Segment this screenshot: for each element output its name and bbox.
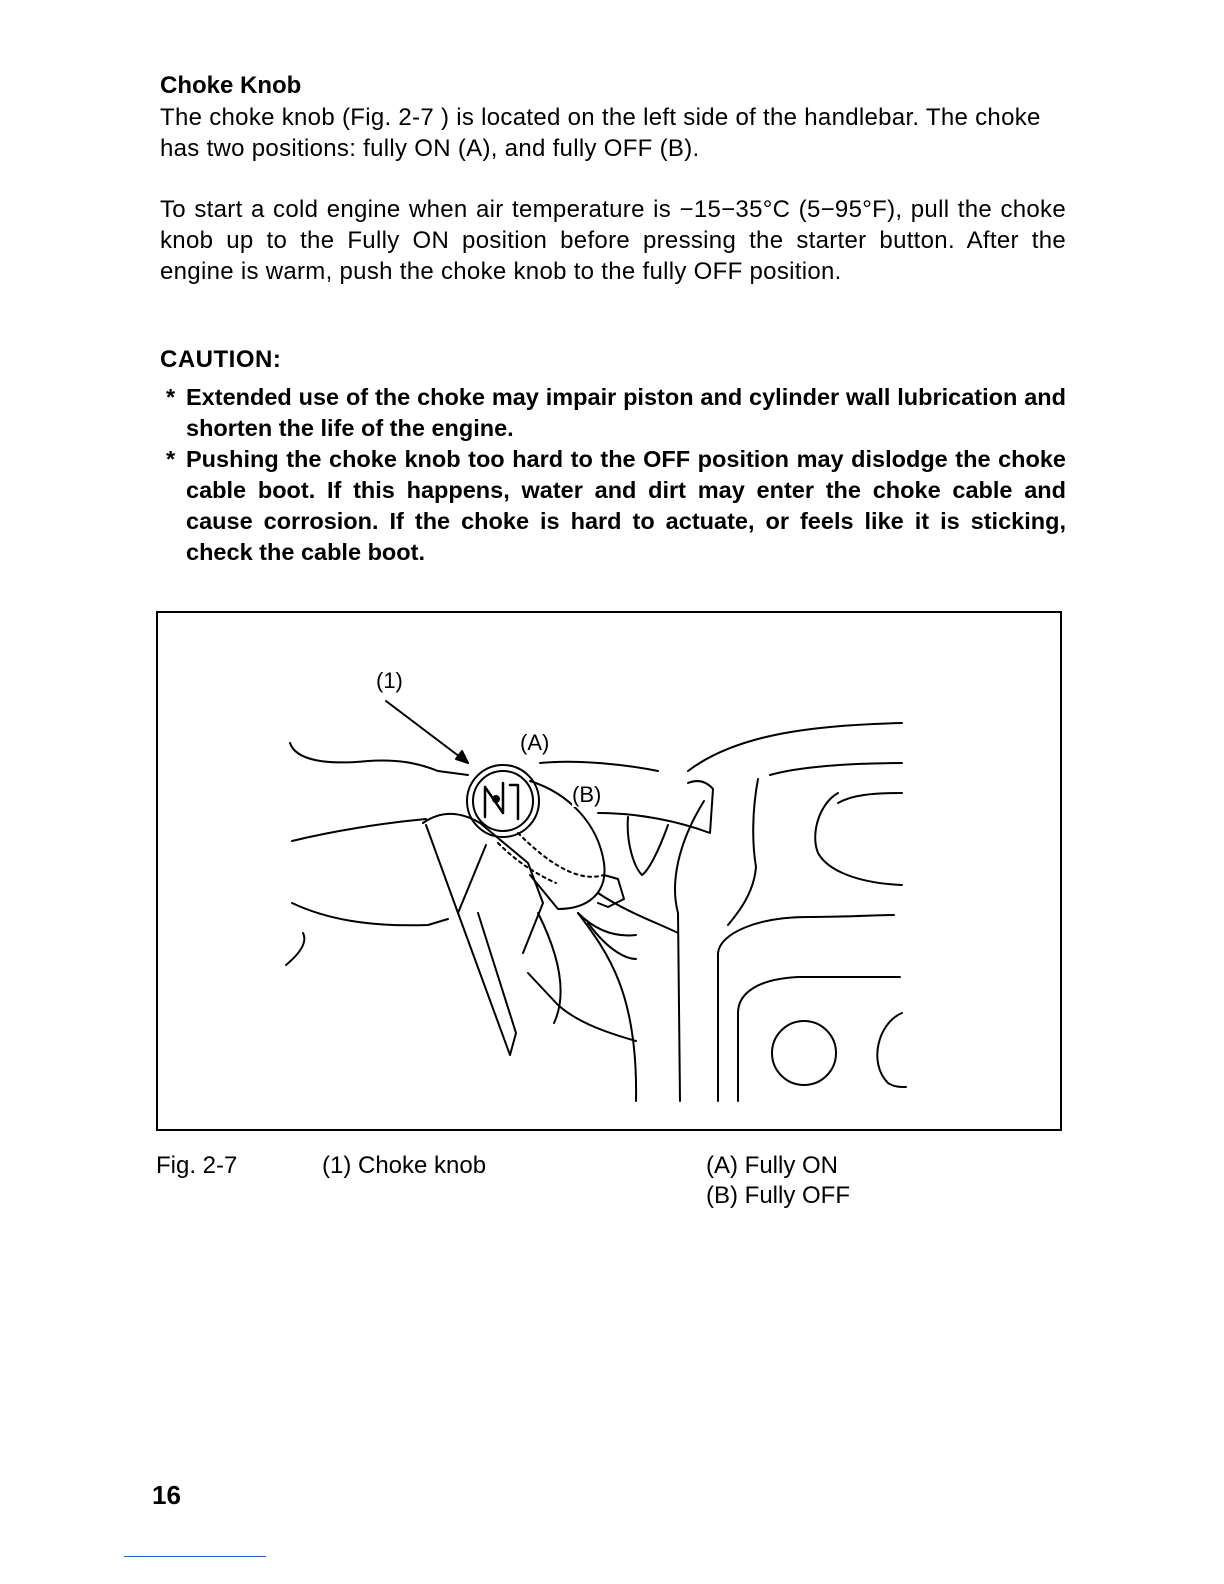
callout-a: (A): [520, 730, 550, 755]
page-number: 16: [152, 1480, 181, 1510]
choke-knob-figure: [156, 611, 1062, 1131]
handlebar-top-edge: [290, 743, 438, 771]
grip-upper-edge: [292, 819, 426, 841]
caption-item-1: (1) Choke knob: [322, 1152, 487, 1179]
caution-item-text: Extended use of the choke may impair piston and cylinder wall lubrication and shorten the life of the engine.: [186, 384, 1066, 441]
section-heading: Choke Knob: [160, 72, 302, 99]
handlebar-right-edge: [540, 762, 658, 771]
clamp-lever: [423, 814, 543, 953]
caution-item-text: Pushing the choke knob too hard to the OFF position may dislodge the choke cable boot. If this happens, water and dirt may enter the choke cable and cause corrosion. If the choke is hard to actuate, or feels like it is sticking, check the cable boot.: [186, 446, 1066, 565]
figure-number: Fig. 2-7: [156, 1152, 238, 1179]
intro-paragraph: The choke knob (Fig. 2-7 ) is located on the left side of the handlebar. The choke has two positions: fully ON (A), and fully OFF (B).: [160, 104, 1041, 162]
caution-item: [160, 382, 1066, 444]
grip-lower-edge: [292, 903, 448, 925]
cold-start-paragraph: To start a cold engine when air temperature is −15−35°C (5−95°F), pull the choke knob up to the Fully ON position before pressing the starter button. After the engine is warm, push the choke knob to the fully OFF position.: [160, 196, 1066, 285]
bullet-icon: *: [166, 446, 176, 472]
caution-item: [160, 444, 1066, 568]
caption-item-b: (B) Fully OFF: [706, 1182, 850, 1209]
gauge-circle-icon: [772, 1021, 836, 1085]
caution-list: [160, 382, 1066, 568]
callout-b: (B): [572, 782, 602, 807]
caution-title: CAUTION:: [160, 346, 282, 373]
arrow-head-icon: [456, 751, 468, 763]
caption-item-a: (A) Fully ON: [706, 1152, 838, 1179]
callout-1: (1): [376, 668, 403, 693]
bullet-icon: *: [166, 384, 176, 410]
handlebar-illustration: [158, 613, 1062, 1131]
bottom-rule: [124, 1556, 266, 1557]
callout-1-leader: [386, 701, 468, 763]
